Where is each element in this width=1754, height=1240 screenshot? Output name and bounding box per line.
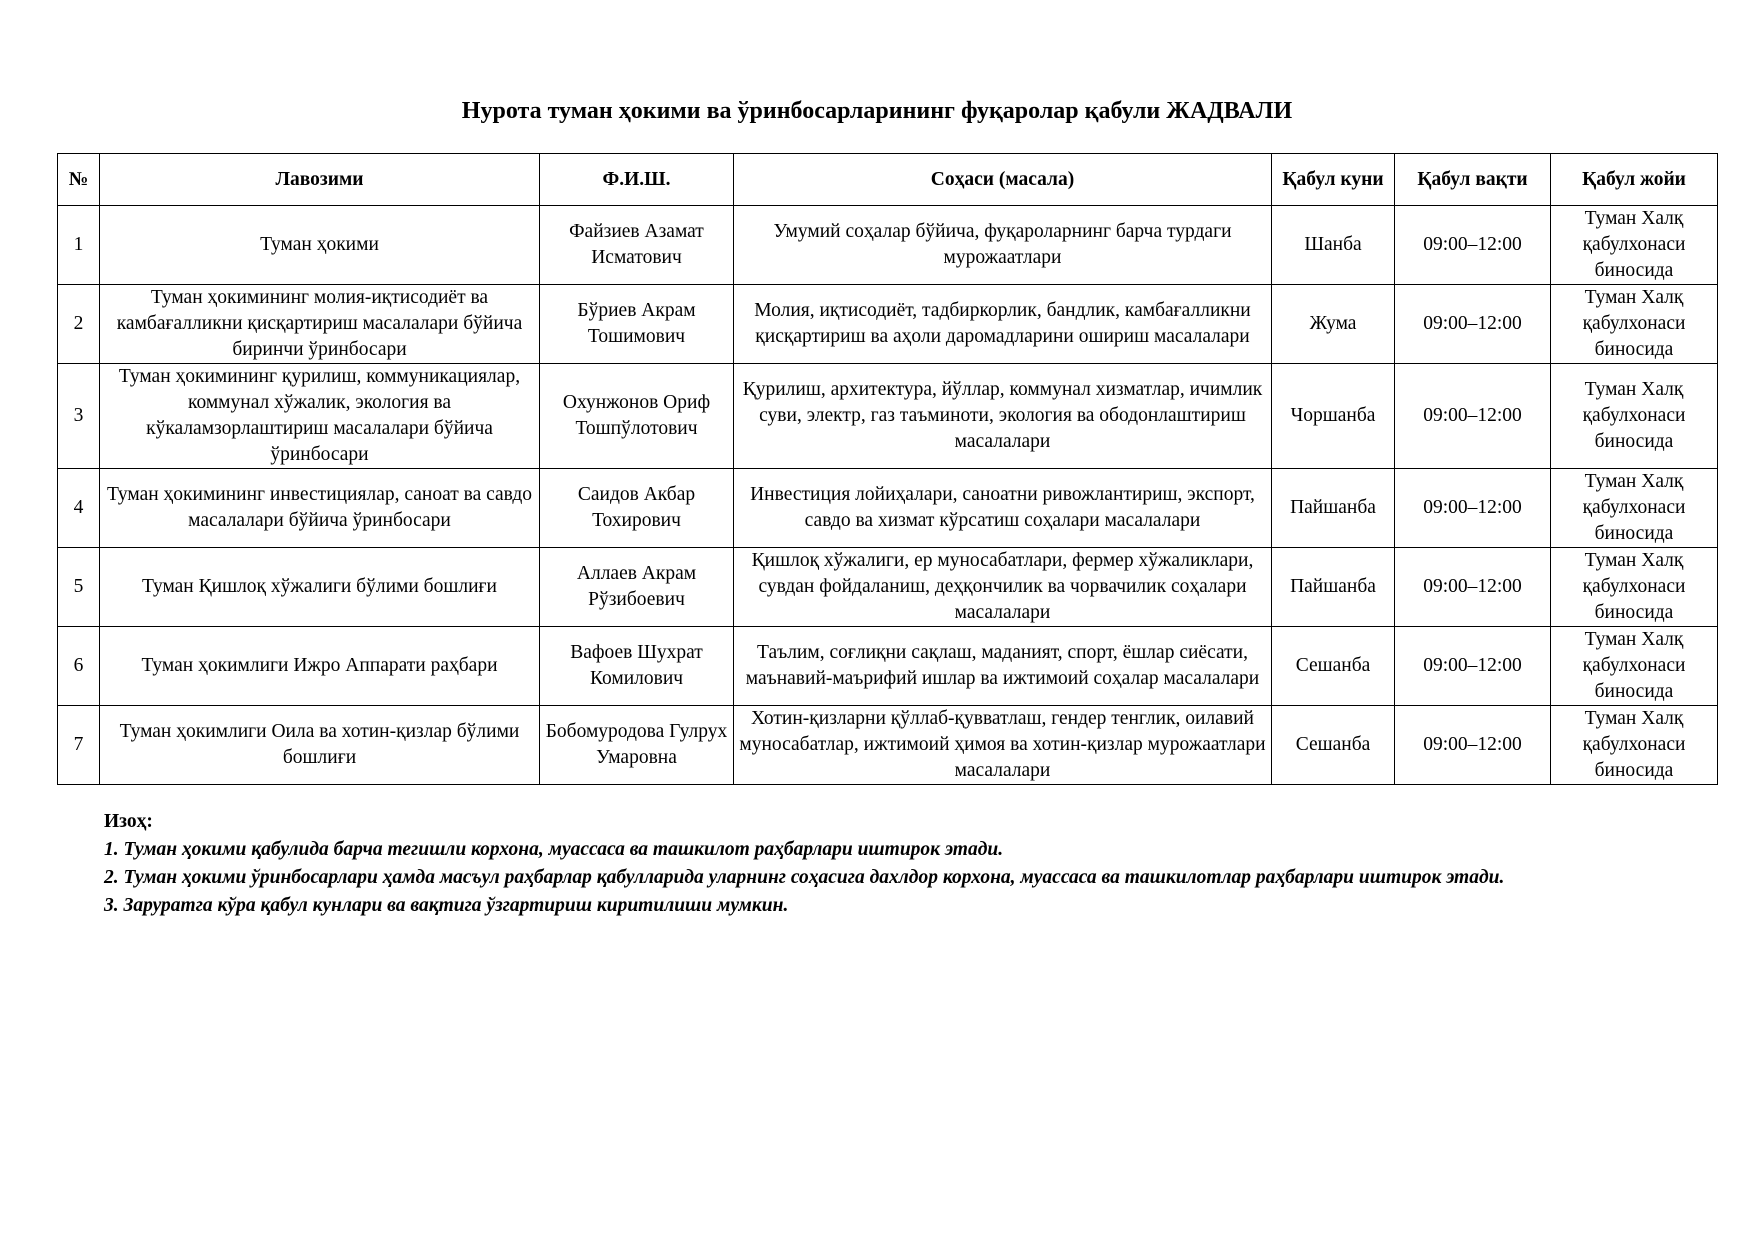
cell-name: Саидов Акбар Тохирович [540,469,734,548]
cell-name: Аллаев Акрам Рўзибоевич [540,548,734,627]
cell-position: Туман ҳокими [100,206,540,285]
cell-time: 09:00–12:00 [1395,706,1551,785]
table-row [58,469,1718,548]
cell-day: Пайшанба [1272,548,1395,627]
cell-area: Таълим, соғлиқни сақлаш, маданият, спорт, ёшлар сиёсати, маънавий-маърифий ишлар ва ижтимоий соҳалар масалалари [734,627,1272,706]
header-name: Ф.И.Ш. [540,154,734,206]
cell-time: 09:00–12:00 [1395,548,1551,627]
cell-place: Туман Халқ қабулхонаси биносида [1551,364,1718,469]
cell-name: Вафоев Шухрат Комилович [540,627,734,706]
note-item: 1. Туман ҳокими қабулида барча тегишли корхона, муассаса ва ташкилот раҳбарлари иштирок этади. [104,839,1004,860]
cell-num: 6 [58,627,100,706]
cell-position: Туман ҳокимлиги Ижро Аппарати раҳбари [100,627,540,706]
cell-num: 3 [58,364,100,469]
notes-section [104,808,1664,920]
cell-area: Инвестиция лойиҳалари, саноатни ривожлантириш, экспорт, савдо ва хизмат кўрсатиш соҳалари масалалари [734,469,1272,548]
notes-heading: Изоҳ: [104,811,153,832]
cell-num: 2 [58,285,100,364]
table-row [58,206,1718,285]
table-row [58,706,1718,785]
table-row [58,627,1718,706]
header-day: Қабул куни [1272,154,1395,206]
cell-time: 09:00–12:00 [1395,364,1551,469]
cell-num: 5 [58,548,100,627]
cell-place: Туман Халқ қабулхонаси биносида [1551,206,1718,285]
cell-time: 09:00–12:00 [1395,206,1551,285]
header-area: Соҳаси (масала) [734,154,1272,206]
cell-area: Қишлоқ хўжалиги, ер муносабатлари, фермер хўжаликлари, сувдан фойдаланиш, деҳқончилик ва чорвачилик соҳалари масалалари [734,548,1272,627]
cell-name: Файзиев Азамат Исматович [540,206,734,285]
schedule-table [57,153,1718,785]
note-item: 3. Заруратга кўра қабул кунлари ва вақтига ўзгартириш киритилиши мумкин. [104,895,789,916]
cell-name: Охунжонов Ориф Тошпўлотович [540,364,734,469]
cell-num: 1 [58,206,100,285]
cell-area: Молия, иқтисодиёт, тадбиркорлик, бандлик, камбағалликни қисқартириш ва аҳоли даромадларини ошириш масалалари [734,285,1272,364]
note-item: 2. Туман ҳокими ўринбосарлари ҳамда масъул раҳбарлар қабулларида уларнинг соҳасига дахлдор корхона, муассаса ва ташкилотлар раҳбарлари иштирок этади. [104,867,1505,888]
cell-position: Туман ҳокимининг инвестициялар, саноат ва савдо масалалари бўйича ўринбосари [100,469,540,548]
cell-name: Бобомуродова Гулрух Умаровна [540,706,734,785]
page-title: Нурота туман ҳокими ва ўринбосарларининг фуқаролар қабули ЖАДВАЛИ [461,98,1293,124]
cell-day: Жума [1272,285,1395,364]
table-row [58,285,1718,364]
cell-position: Туман ҳокимлиги Оила ва хотин-қизлар бўлими бошлиғи [100,706,540,785]
cell-day: Сешанба [1272,627,1395,706]
cell-area: Қурилиш, архитектура, йўллар, коммунал хизматлар, ичимлик суви, электр, газ таъминоти, экология ва ободонлаштириш масалалари [734,364,1272,469]
table-row [58,548,1718,627]
cell-position: Туман ҳокимининг қурилиш, коммуникациялар, коммунал хўжалик, экология ва кўкаламзорлаштириш масалалари бўйича ўринбосари [100,364,540,469]
cell-area: Хотин-қизларни қўллаб-қувватлаш, гендер тенглик, оилавий муносабатлар, ижтимоий ҳимоя ва хотин-қизлар мурожаатлари масалалари [734,706,1272,785]
table-header-row [58,154,1718,206]
cell-day: Сешанба [1272,706,1395,785]
cell-place: Туман Халқ қабулхонаси биносида [1551,285,1718,364]
cell-time: 09:00–12:00 [1395,285,1551,364]
cell-area: Умумий соҳалар бўйича, фуқароларнинг барча турдаги мурожаатлари [734,206,1272,285]
header-position: Лавозими [100,154,540,206]
header-num: № [58,154,100,206]
cell-place: Туман Халқ қабулхонаси биносида [1551,548,1718,627]
table-row [58,364,1718,469]
header-place: Қабул жойи [1551,154,1718,206]
cell-num: 7 [58,706,100,785]
cell-day: Пайшанба [1272,469,1395,548]
cell-place: Туман Халқ қабулхонаси биносида [1551,469,1718,548]
cell-place: Туман Халқ қабулхонаси биносида [1551,706,1718,785]
cell-day: Шанба [1272,206,1395,285]
cell-time: 09:00–12:00 [1395,469,1551,548]
cell-position: Туман Қишлоқ хўжалиги бўлими бошлиғи [100,548,540,627]
cell-time: 09:00–12:00 [1395,627,1551,706]
cell-day: Чоршанба [1272,364,1395,469]
cell-position: Туман ҳокимининг молия-иқтисодиёт ва камбағалликни қисқартириш масалалари бўйича биринчи ўринбосари [100,285,540,364]
cell-num: 4 [58,469,100,548]
header-time: Қабул вақти [1395,154,1551,206]
cell-place: Туман Халқ қабулхонаси биносида [1551,627,1718,706]
cell-name: Бўриев Акрам Тошимович [540,285,734,364]
